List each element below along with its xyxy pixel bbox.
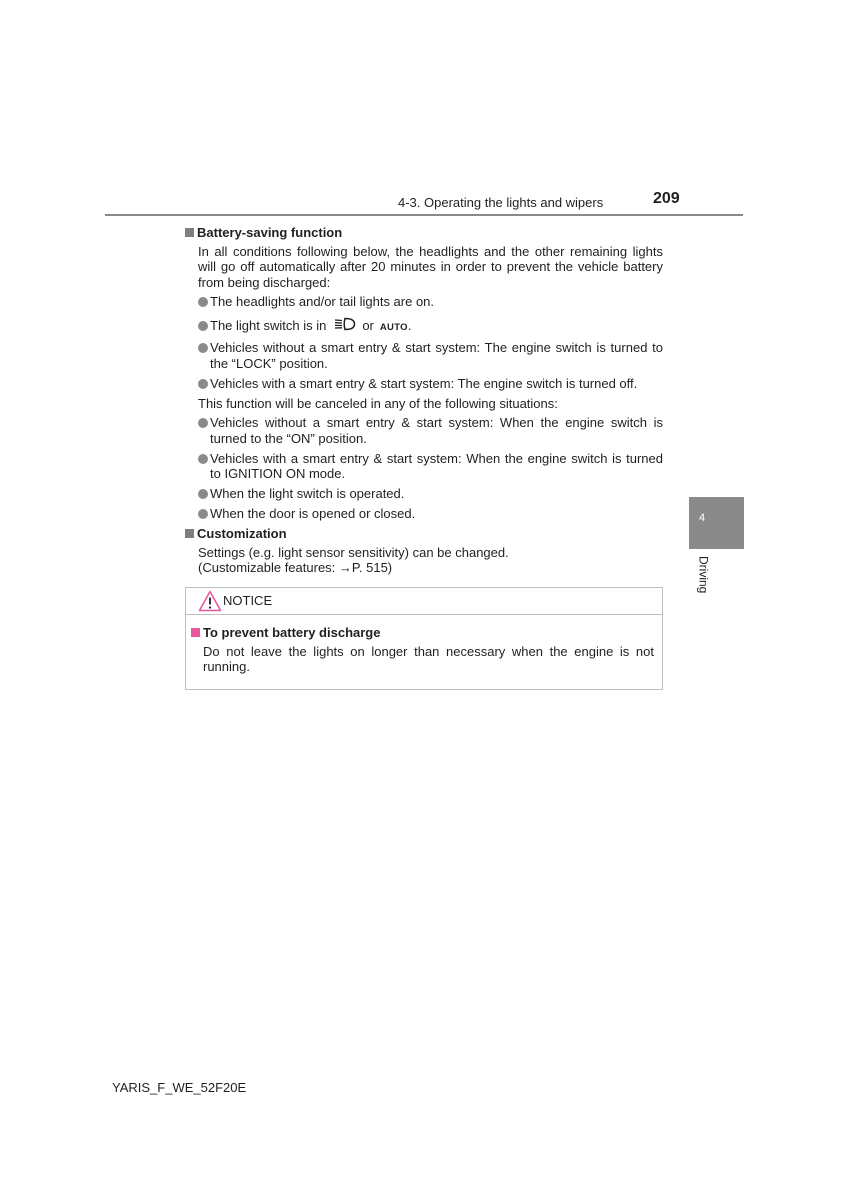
- notice-body: [186, 615, 662, 675]
- list-item: The headlights and/or tail lights are on.: [210, 294, 663, 310]
- section-heading-customization: Customization: [185, 526, 663, 542]
- notice-text: Do not leave the lights on longer than necessary when the engine is not running.: [203, 643, 654, 674]
- list-item: Vehicles with a smart entry & start system: When the engine switch is turned to IGNITION ON mode.: [210, 451, 663, 482]
- square-bullet-icon: [185, 228, 194, 237]
- list-item: When the door is opened or closed.: [210, 506, 663, 522]
- section-heading-battery-saving: Battery-saving function: [185, 225, 663, 241]
- switch-period: .: [407, 318, 412, 333]
- customization-line1: Settings (e.g. light sensor sensitivity) can be changed.: [198, 544, 509, 560]
- circle-bullet-icon: [198, 418, 208, 428]
- chapter-label: Driving: [696, 556, 711, 594]
- pink-square-bullet-icon: [191, 628, 200, 637]
- headlight-icon: [334, 315, 356, 339]
- notice-subheading: To prevent battery discharge: [191, 625, 654, 641]
- battery-saving-intro: In all conditions following below, the headlights and the other remaining lights will go off automatically after 20 minutes in order to prevent the vehicle battery from being discharged:: [198, 243, 663, 290]
- header-divider: [105, 214, 743, 216]
- list-item: Vehicles without a smart entry & start system: The engine switch is turned to the “LOCK” position.: [210, 340, 663, 371]
- notice-box: [185, 587, 663, 690]
- square-bullet-icon: [185, 529, 194, 538]
- list-item: Vehicles without a smart entry & start system: When the engine switch is turned to the “ON” position.: [210, 415, 663, 446]
- auto-symbol: AUTO: [379, 322, 408, 333]
- chapter-number: 4: [699, 512, 706, 524]
- circle-bullet-icon: [198, 321, 208, 331]
- main-content: [185, 225, 663, 580]
- warning-triangle-icon: [198, 590, 222, 616]
- circle-bullet-icon: [198, 509, 208, 519]
- customization-line2: (Customizable features: →P. 515): [198, 560, 393, 575]
- circle-bullet-icon: [198, 297, 208, 307]
- model-code-footer: YARIS_F_WE_52F20E: [112, 1080, 247, 1095]
- circle-bullet-icon: [198, 454, 208, 464]
- list-item: The light switch is in or AUTO.: [210, 314, 663, 340]
- list-item: When the light switch is operated.: [210, 486, 663, 502]
- notice-label: NOTICE: [223, 593, 273, 608]
- circle-bullet-icon: [198, 489, 208, 499]
- notice-header: [186, 588, 662, 615]
- switch-or-text: or: [362, 318, 374, 333]
- cancel-intro: This function will be canceled in any of the following situations:: [198, 395, 558, 411]
- running-header-section: 4-3. Operating the lights and wipers: [398, 195, 604, 210]
- circle-bullet-icon: [198, 379, 208, 389]
- page-number: 209: [653, 190, 680, 207]
- circle-bullet-icon: [198, 343, 208, 353]
- chapter-tab: [689, 497, 744, 549]
- list-item: Vehicles with a smart entry & start system: The engine switch is turned off.: [210, 376, 663, 392]
